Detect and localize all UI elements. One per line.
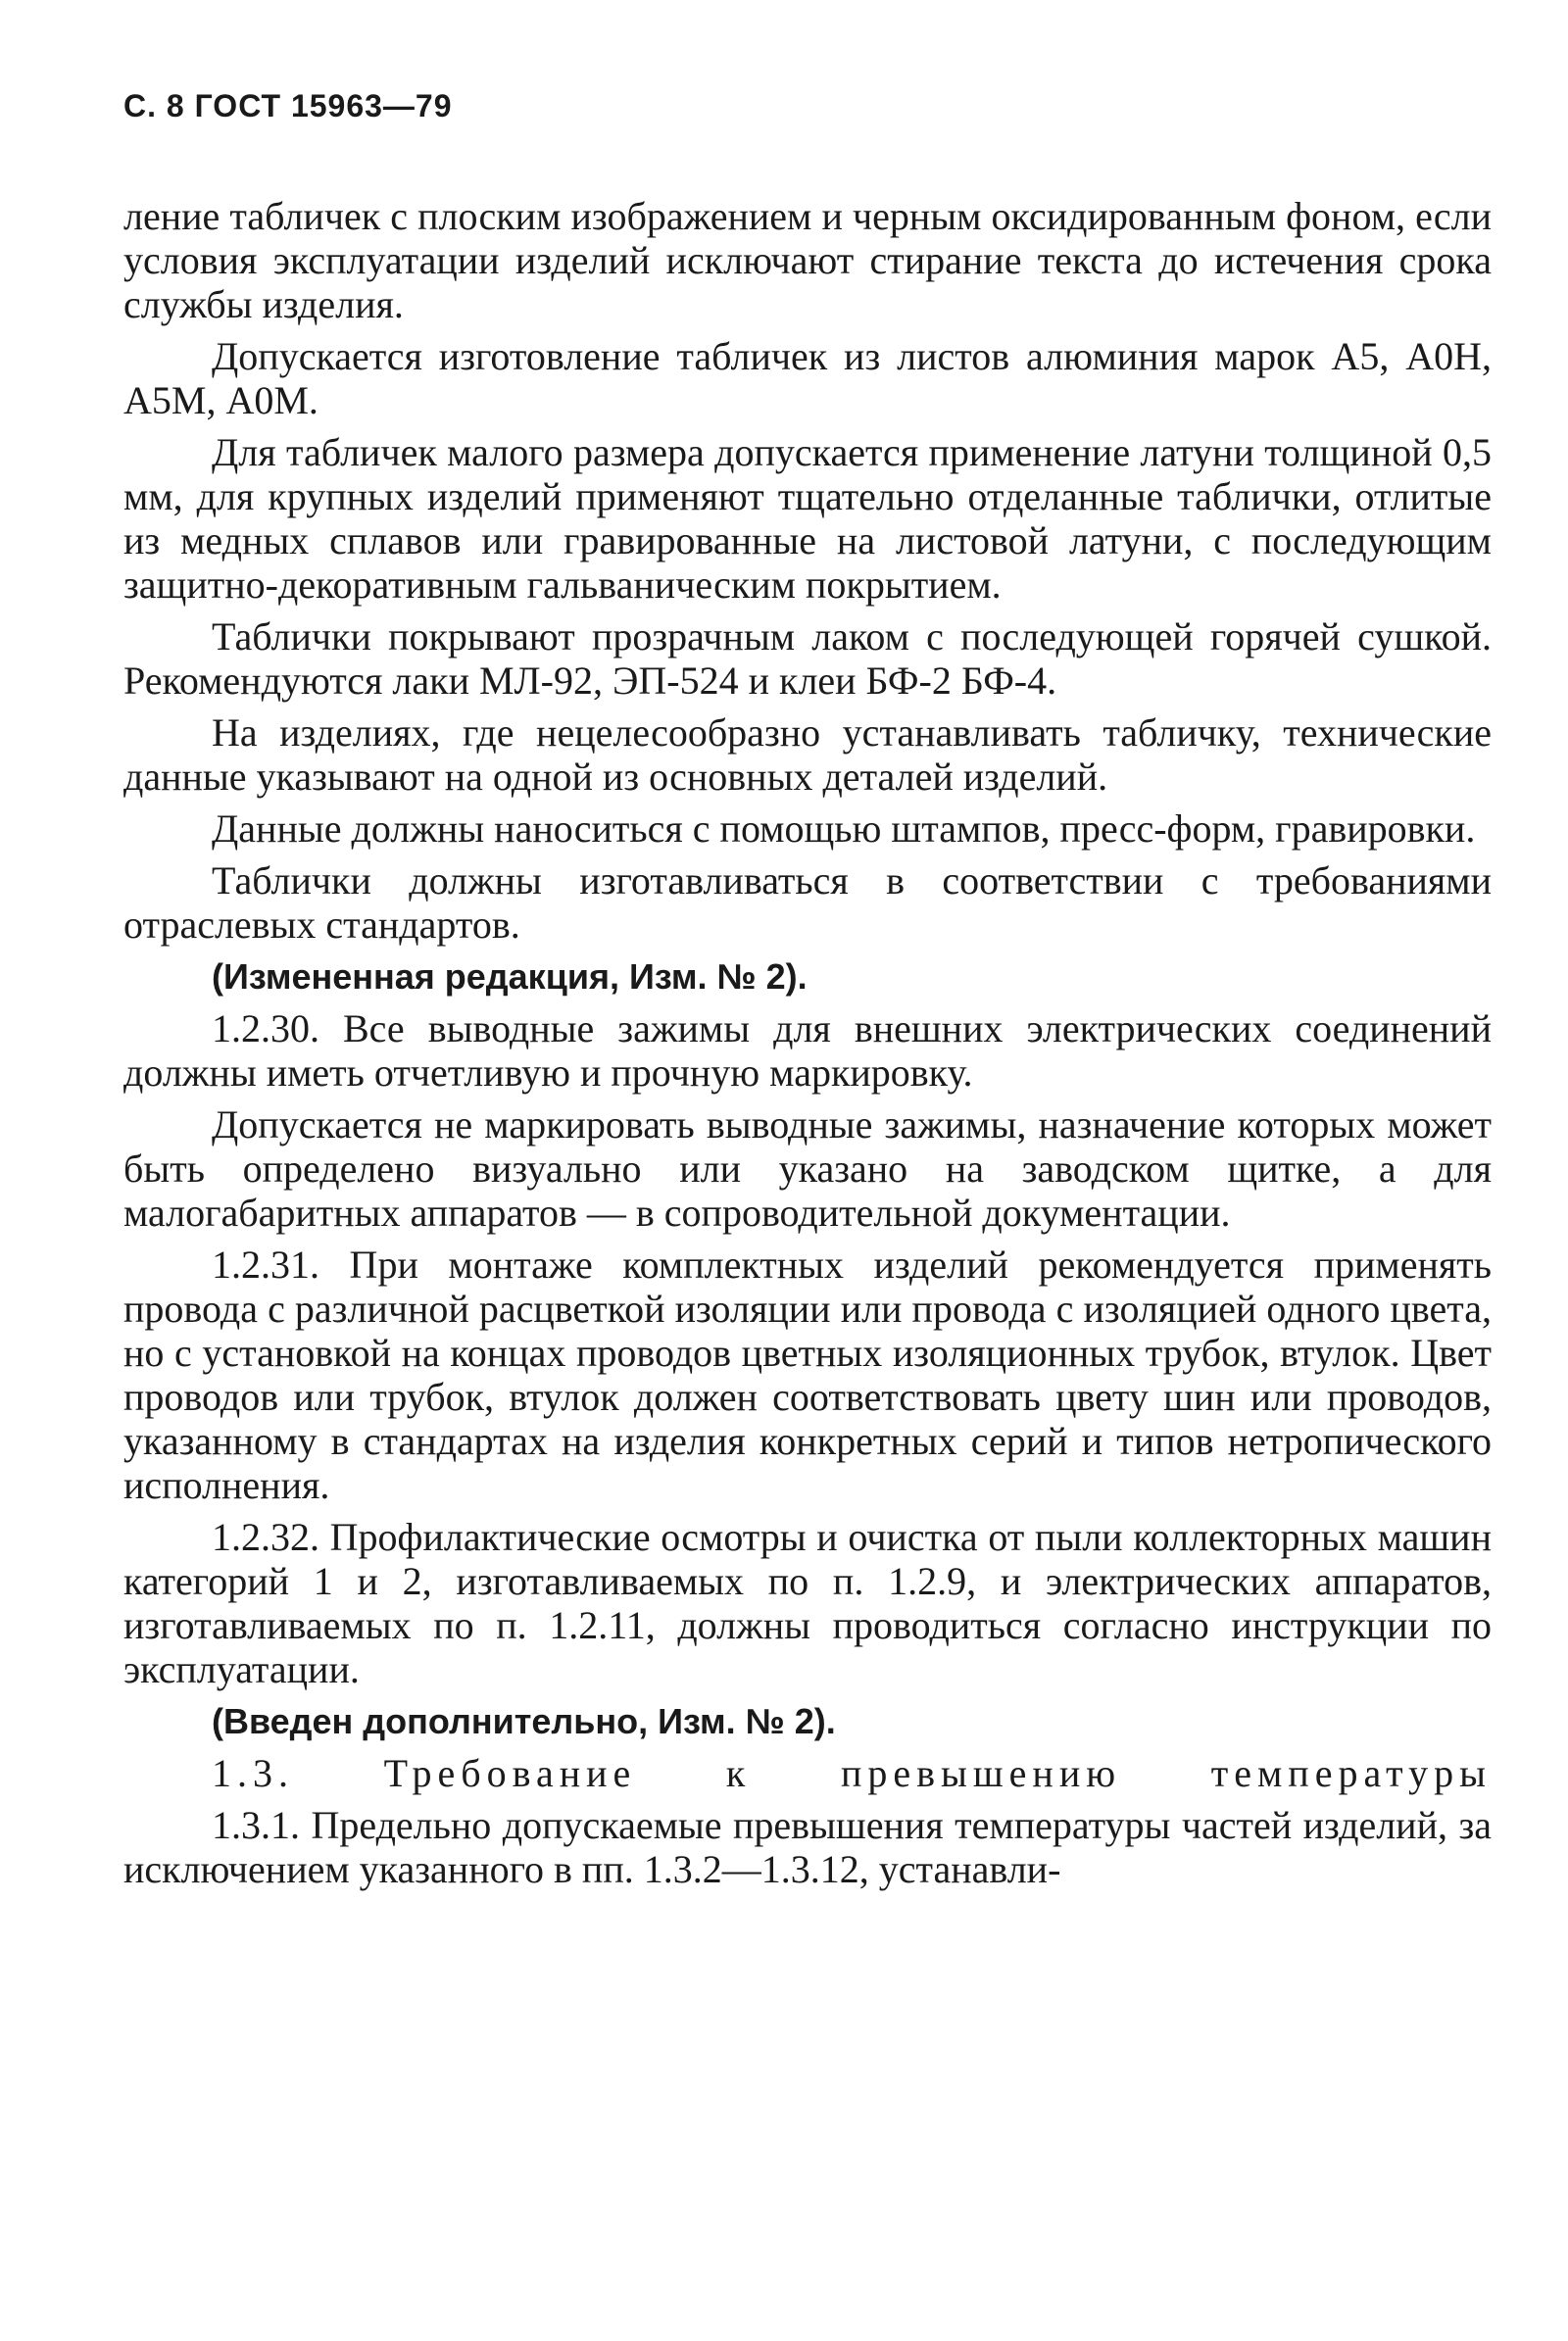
- paragraph-brass-plates: Для табличек малого размера допускается применение латуни толщиной 0,5 мм, для крупных изделий применяют тщательно отделанные таблички, отлитые из медных сплавов или гравированные на листовой латуни, с последующим защитно-декоративным гальваническим покрытием.: [123, 430, 1492, 607]
- paragraph-stamping: Данные должны наноситься с помощью штампов, пресс-форм, гравировки.: [212, 806, 1476, 851]
- paragraph-marking-exception: Допускается не маркировать выводные зажимы, назначение которых может быть определено визуально или указано на заводском щитке, а для малогабаритных аппаратов — в сопроводительной документации.: [123, 1102, 1492, 1235]
- amendment-note-1: (Измененная редакция, Изм. № 2).: [212, 956, 808, 997]
- clause-1-2-30: 1.2.30. Все выводные зажимы для внешних электрических соединений должны иметь отчетливую и прочную маркировку.: [123, 1006, 1492, 1095]
- paragraph-aluminium-grades: Допускается изготовление табличек из листов алюминия марок А5, А0Н, А5М, А0М.: [123, 334, 1492, 422]
- clause-1-2-32: 1.2.32. Профилактические осмотры и очистка от пыли коллекторных машин категорий 1 и 2, изготавливаемых по п. 1.2.9, и электрических аппаратов, изготавливаемых по п. 1.2.11, должны проводиться согласно инструкции по эксплуатации.: [123, 1515, 1492, 1691]
- paragraph-lacquer: Таблички покрывают прозрачным лаком с последующей горячей сушкой. Рекомендуются лаки МЛ-92, ЭП-524 и клеи БФ-2 БФ-4.: [123, 614, 1492, 703]
- paragraph-standards: Таблички должны изготавливаться в соответствии с требованиями отраслевых стандартов.: [123, 858, 1492, 947]
- paragraph-technical-data: На изделиях, где нецелесообразно устанавливать табличку, технические данные указывают на одной из основных деталей изделий.: [123, 710, 1492, 799]
- paragraph-continuation: ление табличек с плоским изображением и черным оксидированным фоном, если условия эксплуатации изделий исключают стирание текста до истечения срока службы изделия.: [123, 194, 1492, 326]
- clause-1-2-31: 1.2.31. При монтаже комплектных изделий рекомендуется применять провода с различной расцветкой изоляции или провода с изоляцией одного цвета, но с установкой на концах проводов цветных изоляционных трубок, втулок. Цвет проводов или трубок, втулок должен соответствовать цвету шин или проводов, указанному в стандартах на изделия конкретных серий и типов нетропического исполнения.: [123, 1243, 1492, 1507]
- amendment-note-2: (Введен дополнительно, Изм. № 2).: [212, 1701, 836, 1741]
- clause-1-3-1: 1.3.1. Предельно допускаемые превышения температуры частей изделий, за исключением указанного в пп. 1.3.2—1.3.12, устанавли-: [123, 1803, 1492, 1891]
- document-page: [123, 86, 1492, 1899]
- page-header: С. 8 ГОСТ 15963—79: [123, 88, 453, 123]
- document-body: [123, 194, 1492, 1891]
- section-heading-1-3: 1.3. Требование к превышению температуры: [212, 1751, 1492, 1795]
